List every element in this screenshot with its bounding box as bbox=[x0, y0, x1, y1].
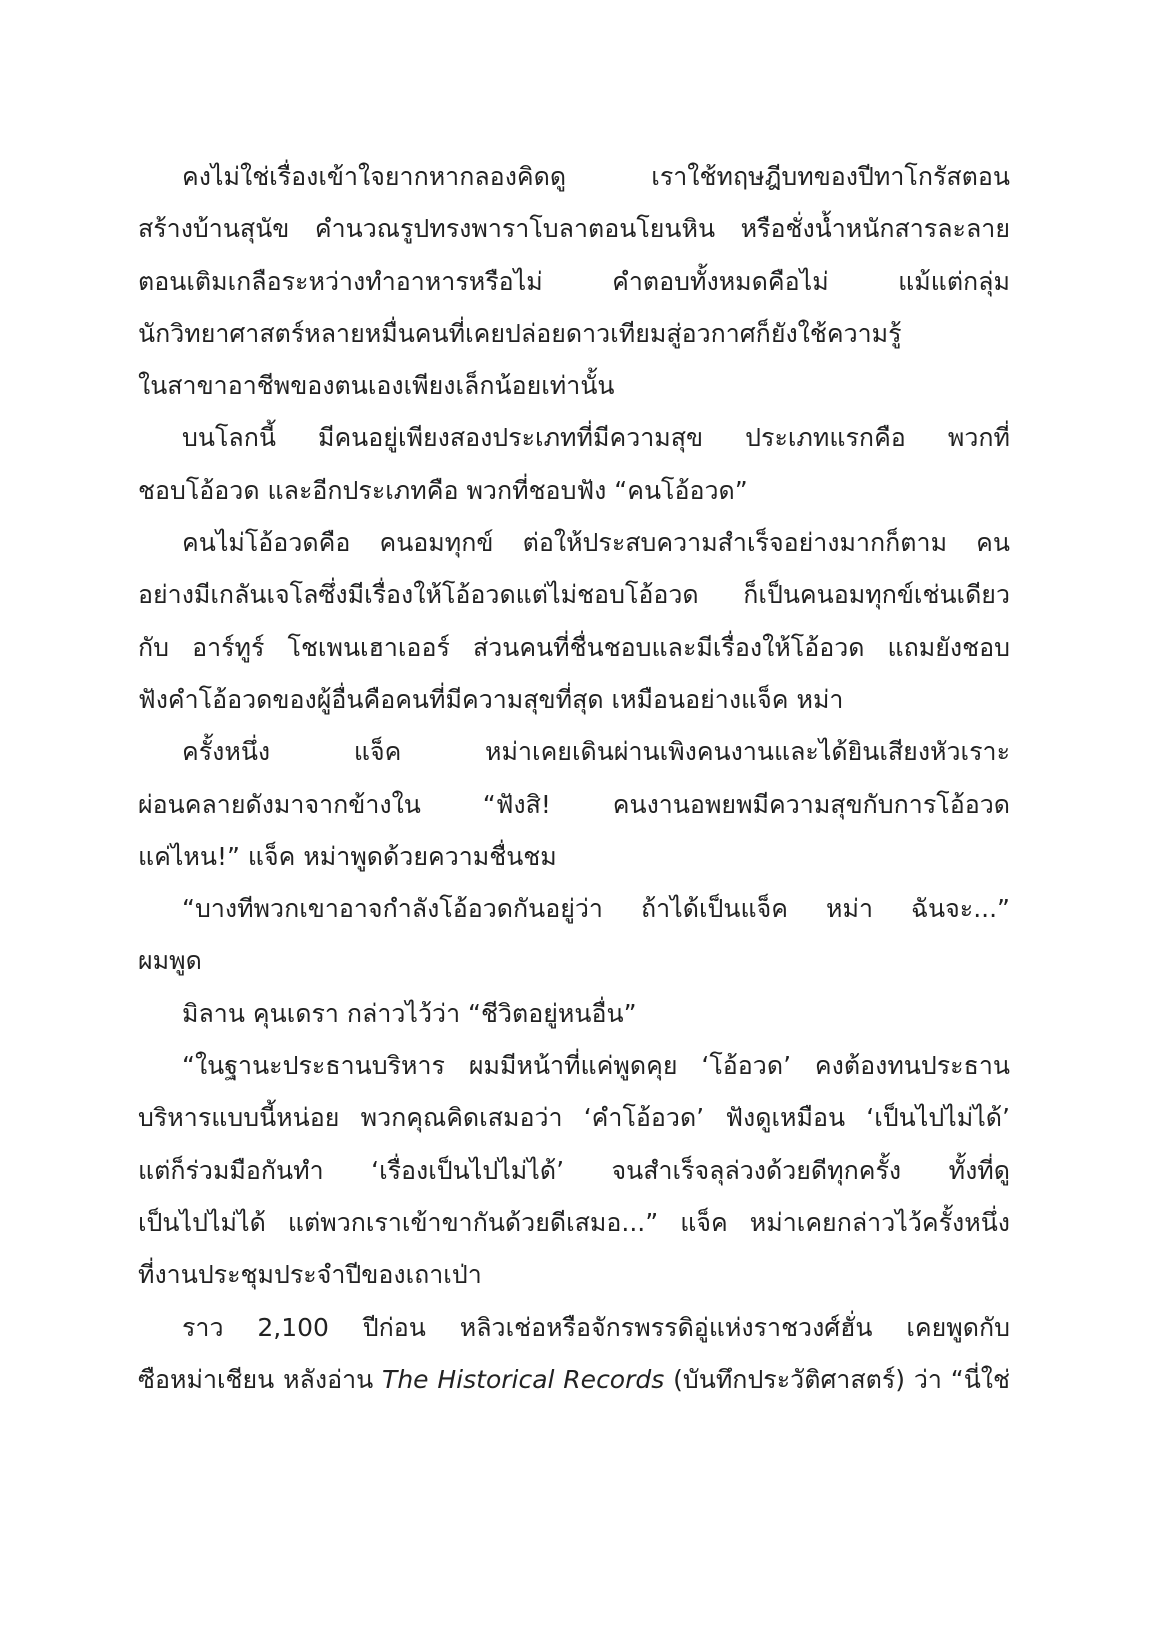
text-line: กับ อาร์ทูร์ โชเพนเฮาเออร์ ส่วนคนที่ชื่นชอบและมีเรื่องให้โอ้อวด แถมยังชอบ bbox=[138, 632, 1010, 662]
text-line: สร้างบ้านสุนัข คำนวณรูปทรงพาราโบลาตอนโยนหิน หรือชั่งน้ำหนักสารละลาย bbox=[138, 214, 1010, 244]
paragraph-3 bbox=[138, 517, 1010, 726]
paragraph-7 bbox=[138, 1040, 1010, 1301]
paragraph-2 bbox=[138, 412, 1010, 517]
paragraph-6 bbox=[138, 988, 1010, 1040]
text-line: ที่งานประชุมประจำปีของเถาเป่า bbox=[138, 1260, 482, 1290]
text-line: ตอนเติมเกลือระหว่างทำอาหารหรือไม่ คำตอบทั้งหมดคือไม่ แม้แต่กลุ่ม bbox=[138, 266, 1010, 296]
text-line: คงไม่ใช่เรื่องเข้าใจยากหากลองคิดดู เราใช้ทฤษฎีบทของปีทาโกรัสตอน bbox=[182, 162, 1010, 191]
text-run: (บันทึกประวัติศาสตร์) ว่า “นี่ใช่ bbox=[664, 1364, 1010, 1394]
text-line: ฟังคำโอ้อวดของผู้อื่นคือคนที่มีความสุขที่สุด เหมือนอย่างแจ็ค หม่า bbox=[138, 684, 844, 714]
paragraph-5 bbox=[138, 883, 1010, 988]
text-line: อย่างมีเกลันเจโลซึ่งมีเรื่องให้โอ้อวดแต่ไม่ชอบโอ้อวด ก็เป็นคนอมทุกข์เช่นเดียว bbox=[138, 580, 1010, 610]
text-run: ซือหม่าเชียน หลังอ่าน bbox=[138, 1364, 383, 1394]
paragraph-1 bbox=[138, 151, 1010, 412]
text-line: เป็นไปไม่ได้ แต่พวกเราเข้าขากันด้วยดีเสมอ...” แจ็ค หม่าเคยกล่าวไว้ครั้งหนึ่ง bbox=[138, 1207, 1010, 1237]
text-line: แต่ก็ร่วมมือกันทำ ‘เรื่องเป็นไปไม่ได้’ จนสำเร็จลุล่วงด้วยดีทุกครั้ง ทั้งที่ดู bbox=[138, 1155, 1010, 1185]
text-line: ผ่อนคลายดังมาจากข้างใน “ฟังสิ! คนงานอพยพมีความสุขกับการโอ้อวด bbox=[138, 789, 1010, 819]
text-line: “บางทีพวกเขาอาจกำลังโอ้อวดกันอยู่ว่า ถ้าได้เป็นแจ็ค หม่า ฉันจะ...” bbox=[182, 894, 1010, 924]
text-line: ครั้งหนึ่ง แจ็ค หม่าเคยเดินผ่านเพิงคนงานและได้ยินเสียงหัวเราะ bbox=[182, 737, 1010, 767]
paragraph-8 bbox=[138, 1302, 1010, 1407]
text-line: บริหารแบบนี้หน่อย พวกคุณคิดเสมอว่า ‘คำโอ้อวด’ ฟังดูเหมือน ‘เป็นไปไม่ได้’ bbox=[138, 1103, 1010, 1133]
body-text bbox=[138, 151, 1010, 1406]
text-line: มิลาน คุนเดรา กล่าวไว้ว่า “ชีวิตอยู่หนอื่น” bbox=[182, 998, 637, 1028]
text-line: แค่ไหน!” แจ็ค หม่าพูดด้วยความชื่นชม bbox=[138, 841, 557, 871]
paragraph-4 bbox=[138, 726, 1010, 883]
text-line bbox=[138, 1354, 1010, 1406]
text-line: ราว 2,100 ปีก่อน หลิวเช่อหรือจักรพรรดิอู่แห่งราชวงศ์ฮั่น เคยพูดกับ bbox=[182, 1312, 1010, 1342]
text-line: คนไม่โอ้อวดคือ คนอมทุกข์ ต่อให้ประสบความสำเร็จอย่างมากก็ตาม คน bbox=[182, 528, 1010, 558]
text-line: บนโลกนี้ มีคนอยู่เพียงสองประเภทที่มีความสุข ประเภทแรกคือ พวกที่ bbox=[182, 423, 1010, 453]
text-line: นักวิทยาศาสตร์หลายหมื่นคนที่เคยปล่อยดาวเทียมสู่อวกาศก็ยังใช้ความรู้ bbox=[138, 318, 902, 348]
text-line: “ในฐานะประธานบริหาร ผมมีหน้าที่แค่พูดคุย ‘โอ้อวด’ คงต้องทนประธาน bbox=[182, 1051, 1010, 1081]
text-line: ชอบโอ้อวด และอีกประเภทคือ พวกที่ชอบฟัง “คนโอ้อวด” bbox=[138, 475, 748, 505]
text-line: ในสาขาอาชีพของตนเองเพียงเล็กน้อยเท่านั้น bbox=[138, 371, 615, 401]
book-title: The Historical Records bbox=[382, 1364, 665, 1394]
text-line: ผมพูด bbox=[138, 946, 202, 976]
